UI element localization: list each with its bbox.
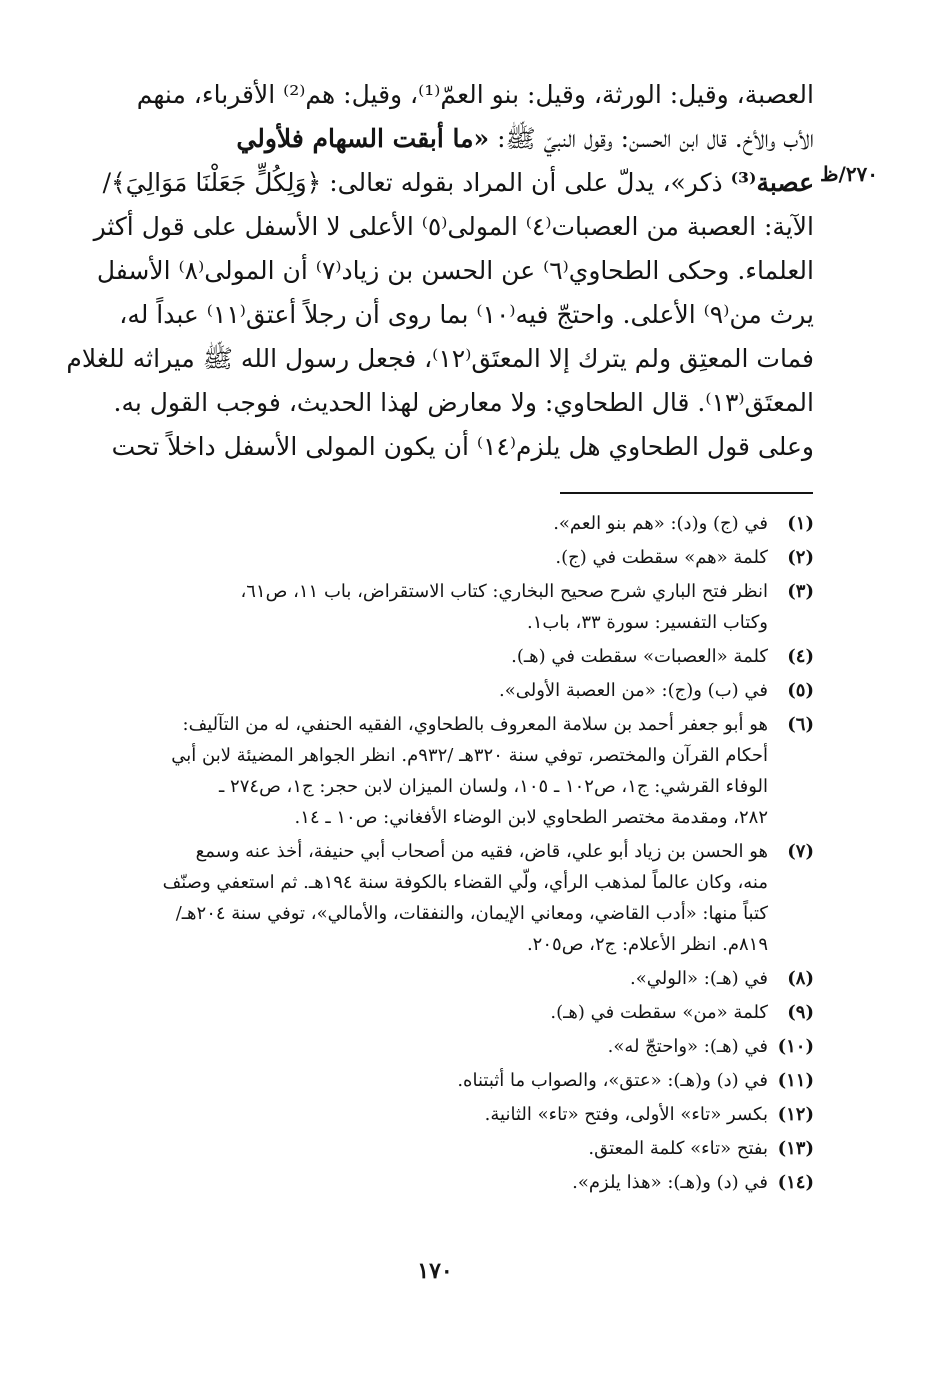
footnote-item xyxy=(62,963,814,994)
footnote-number: (٤) xyxy=(787,646,814,667)
footnote-item xyxy=(62,508,814,539)
footnote-item xyxy=(62,997,814,1028)
margin-folio-note: ٢٧٠/ظ xyxy=(820,162,879,186)
footnote-line: كتباً منها: «أدب القاضي، ومعاني الإيمان، والنفقات، والأمالي»، توفي سنة ٢٠٤هـ/ xyxy=(175,903,768,924)
footnote-item xyxy=(62,576,814,638)
footnote-item xyxy=(62,1065,814,1096)
footnote-item xyxy=(62,836,814,960)
main-line-9: وعلى قول الطحاوي هل يلزم⁽١٤⁾ أن يكون المولى الأسفل داخلاً تحت xyxy=(111,432,814,461)
footnote-line: في (ب) و(ج): «من العصبة الأولى». xyxy=(498,680,768,701)
footnote-item xyxy=(62,1031,814,1062)
footnote-item xyxy=(62,675,814,706)
main-line-8: المعتَق⁽١٣⁾. قال الطحاوي: ولا معارض لهذا الحديث، فوجب القول به. xyxy=(113,388,814,417)
footnote-number: (٢) xyxy=(787,547,814,568)
footnote-line: في (هـ): «الولي». xyxy=(630,968,768,989)
footnote-number: (١٤) xyxy=(777,1172,814,1193)
footnote-line: في (هـ): «واحتجّ له». xyxy=(607,1036,768,1057)
footnote-line: بكسر «تاء» الأولى، وفتح «تاء» الثانية. xyxy=(484,1104,768,1125)
footnote-item xyxy=(62,1133,814,1164)
footnote-item xyxy=(62,709,814,833)
footnote-number: (٧) xyxy=(787,841,814,862)
footnote-text xyxy=(62,508,768,539)
footnote-line: منه، وكان عالماً لمذهب الرأي، ولّي القضاء بالكوفة سنة ١٩٤هـ. ثم استعفي وصنّف xyxy=(162,872,768,893)
footnote-line: في (د) و(هـ): «عتق»، والصواب ما أثبتناه. xyxy=(457,1070,768,1091)
hadith-quote-end: عصبة⁽³⁾ xyxy=(730,168,814,197)
footnote-line: هو الحسن بن زياد أبو علي، قاض، فقيه من أصحاب أبي حنيفة، أخذ عنه وسمع xyxy=(195,841,768,862)
footnote-text xyxy=(62,997,768,1028)
footnote-text xyxy=(62,641,768,672)
footnote-number: (٨) xyxy=(787,968,814,989)
main-line-4: الآية: العصبة من العصبات⁽٤⁾ المولى⁽٥⁾ الأعلى لا الأسفل على قول أكثر xyxy=(93,212,814,241)
footnote-text xyxy=(62,836,768,960)
footnote-line: في (د) و(هـ): «هذا يلزم». xyxy=(572,1172,768,1193)
main-line-2-text: الأب والأخ. قال ابن الحسن: وقول النبيّ ﷺ: xyxy=(497,124,814,153)
footnote-line: ٨١٩م. انظر الأعلام: ج٢، ص٢٠٥. xyxy=(526,934,768,955)
main-line-3-text: ذكر»، يدلّ على أن المراد بقوله تعالى: ﴿وَلِكُلٍّ جَعَلْنَا مَوَالِيَ﴾/ xyxy=(102,168,723,197)
footnote-text xyxy=(62,1031,768,1062)
main-line-2 xyxy=(62,117,814,161)
footnote-number: (١٠) xyxy=(777,1036,814,1057)
main-line-6: يرث من⁽٩⁾ الأعلى. واحتجّ فيه⁽١٠⁾ بما روى أن رجلاً أعتق⁽١١⁾ عبداً له، xyxy=(119,300,814,329)
footnote-text xyxy=(62,1099,768,1130)
footnote-item xyxy=(62,1099,814,1130)
main-line-3 xyxy=(62,161,814,205)
footnote-text xyxy=(62,542,768,573)
footnote-line: هو أبو جعفر أحمد بن سلامة المعروف بالطحاوي، الفقيه الحنفي، له من التآليف: xyxy=(182,714,768,735)
footnote-text xyxy=(62,709,768,833)
footnote-line: ٢٨٢، ومقدمة مختصر الطحاوي لابن الوضاء الأفغاني: ص١٠ ـ ١٤. xyxy=(294,807,768,828)
footnote-line: وكتاب التفسير: سورة ٣٣، باب١. xyxy=(526,612,768,633)
main-line-1: العصبة، وقيل: الورثة، وقيل: بنو العمّ⁽¹⁾، وقيل: هم⁽²⁾ الأقرباء، منهم xyxy=(136,80,814,109)
footnote-number: (١٣) xyxy=(777,1138,814,1159)
hadith-quote: «ما أبقت السهام فلأولي xyxy=(236,124,490,153)
footnote-line: انظر فتح الباري شرح صحيح البخاري: كتاب الاستقراض، باب ١١، ص٦١، xyxy=(240,581,768,602)
footnote-text xyxy=(62,576,768,638)
footnote-number: (٩) xyxy=(787,1002,814,1023)
footnote-line: كلمة «العصبات» سقطت في (هـ). xyxy=(511,646,768,667)
footnote-line: الوفاء القرشي: ج١، ص١٠٢ ـ ١٠٥، ولسان الميزان لابن حجر: ج١، ص٢٧٤ ـ xyxy=(219,776,768,797)
footnote-text xyxy=(62,1065,768,1096)
footnote-line: كلمة «هم» سقطت في (ج). xyxy=(555,547,768,568)
main-line-7: فمات المعتِق ولم يترك إلا المعتَق⁽١٢⁾، فجعل رسول الله ﷺ ميراثه للغلام xyxy=(66,344,814,373)
footnote-number: (١) xyxy=(787,513,814,534)
footnote-item xyxy=(62,641,814,672)
footnote-line: أحكام القرآن والمختصر، توفي سنة ٣٢٠هـ /٩٣٢م. انظر الجواهر المضيئة لابن أبي xyxy=(171,745,768,766)
footnote-number: (١٢) xyxy=(777,1104,814,1125)
footnote-text xyxy=(62,963,768,994)
footnote-text xyxy=(62,1133,768,1164)
footnote-number: (١١) xyxy=(777,1070,814,1091)
footnotes-list xyxy=(62,508,814,1201)
footnote-number: (٣) xyxy=(787,581,814,602)
footnote-item xyxy=(62,542,814,573)
footnote-item xyxy=(62,1167,814,1198)
main-line-5: العلماء. وحكى الطحاوي⁽٦⁾ عن الحسن بن زياد⁽٧⁾ أن المولى⁽٨⁾ الأسفل xyxy=(96,256,814,285)
footnote-line: في (ج) و(د): «هم بنو العم». xyxy=(553,513,768,534)
main-text xyxy=(62,73,814,469)
footnote-text xyxy=(62,1167,768,1198)
footnote-number: (٦) xyxy=(787,714,814,735)
footnote-line: بفتح «تاء» كلمة المعتق. xyxy=(588,1138,768,1159)
page-number: ١٧٠ xyxy=(417,1258,453,1284)
footnote-separator xyxy=(560,492,813,494)
footnote-text xyxy=(62,675,768,706)
footnote-line: كلمة «من» سقطت في (هـ). xyxy=(550,1002,768,1023)
footnote-number: (٥) xyxy=(787,680,814,701)
